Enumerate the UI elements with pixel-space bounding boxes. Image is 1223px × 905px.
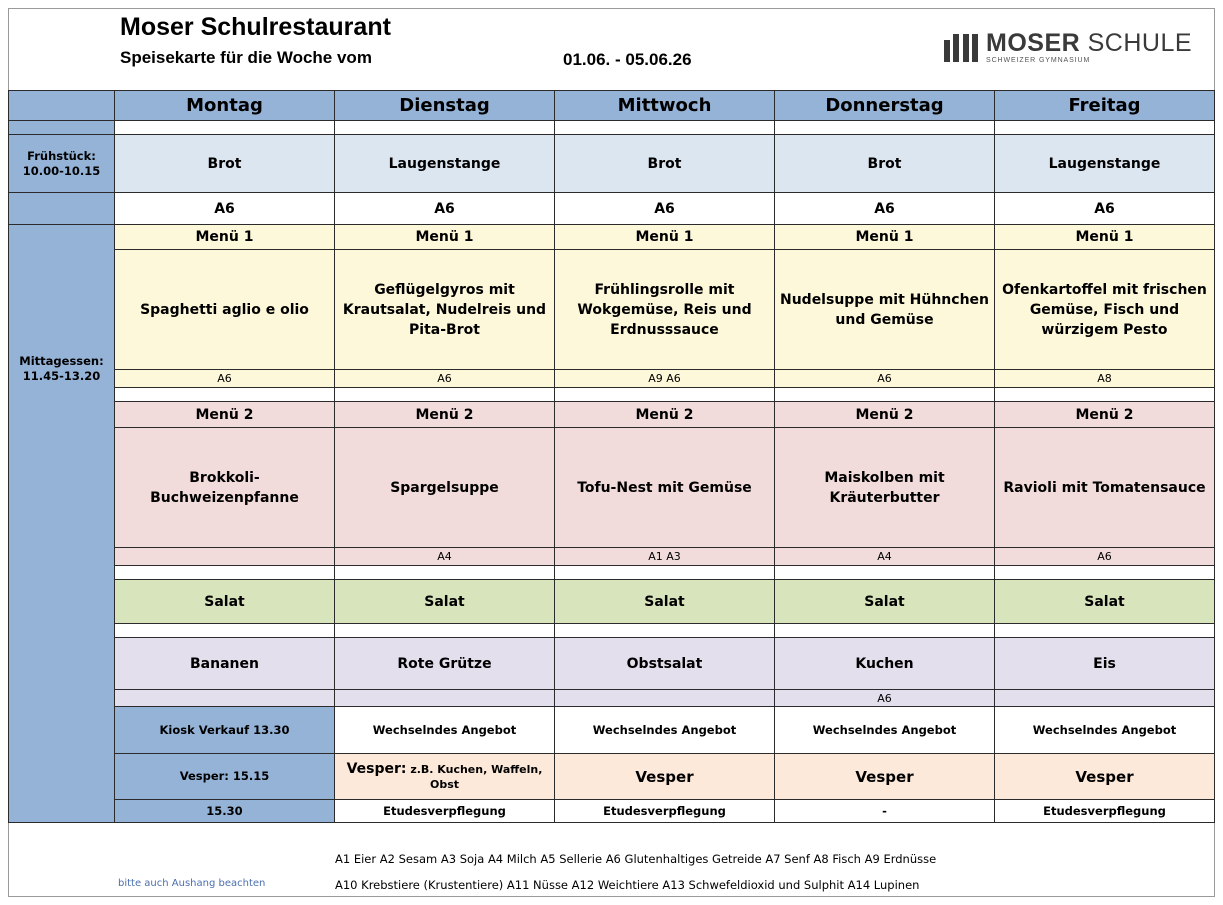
label-cell — [9, 121, 115, 135]
kiosk-item: Wechselndes Angebot — [775, 707, 995, 754]
etudes-item: Etudesverpflegung — [995, 800, 1215, 823]
allergen-code — [335, 690, 555, 707]
menu1-label: Menü 1 — [335, 225, 555, 250]
menu2-row — [9, 428, 1215, 548]
menu2-dish: Tofu-Nest mit Gemüse — [555, 428, 775, 548]
menu2-dish: Maiskolben mit Kräuterbutter — [775, 428, 995, 548]
dessert-row — [9, 638, 1215, 690]
menu1-row — [9, 250, 1215, 370]
salad-item: Salat — [995, 580, 1215, 624]
menu2-label: Menü 2 — [775, 402, 995, 428]
allergen-code: A6 — [335, 370, 555, 388]
logo-wordmark: MOSER SCHULE — [986, 29, 1193, 57]
etudes-label: 15.30 — [115, 800, 335, 823]
dessert-item: Kuchen — [775, 638, 995, 690]
week-dates: 01.06. - 05.06.26 — [563, 50, 692, 69]
etudes-row — [9, 800, 1215, 823]
salad-item: Salat — [115, 580, 335, 624]
menu2-label: Menü 2 — [555, 402, 775, 428]
menu1-label: Menü 1 — [555, 225, 775, 250]
vesper-item: Vesper — [555, 754, 775, 800]
allergen-code: A6 — [995, 548, 1215, 566]
menu2-dish: Ravioli mit Tomatensauce — [995, 428, 1215, 548]
allergen-code — [555, 690, 775, 707]
day-header-row — [9, 91, 1215, 121]
salad-item: Salat — [775, 580, 995, 624]
breakfast-item: Brot — [775, 135, 995, 193]
menu1-dish: Spaghetti aglio e olio — [115, 250, 335, 370]
allergen-code: A1 A3 — [555, 548, 775, 566]
kiosk-row — [9, 707, 1215, 754]
day-header: Donnerstag — [775, 91, 995, 121]
breakfast-item: Laugenstange — [335, 135, 555, 193]
dessert-item: Bananen — [115, 638, 335, 690]
breakfast-row — [9, 135, 1215, 193]
menu1-label: Menü 1 — [775, 225, 995, 250]
menu-table — [8, 90, 1215, 823]
menu2-label: Menü 2 — [115, 402, 335, 428]
vesper-label: Vesper: 15.15 — [115, 754, 335, 800]
allergen-code: A4 — [335, 548, 555, 566]
allergen-code: A9 A6 — [555, 370, 775, 388]
allergen-code: A8 — [995, 370, 1215, 388]
allergen-code: A6 — [555, 193, 775, 225]
breakfast-item: Laugenstange — [995, 135, 1215, 193]
allergen-code: A4 — [775, 548, 995, 566]
allergen-code: A6 — [115, 370, 335, 388]
day-header: Dienstag — [335, 91, 555, 121]
menu1-dish: Frühlingsrolle mit Wokgemüse, Reis und Erdnusssauce — [555, 250, 775, 370]
menu1-label-row — [9, 225, 1215, 250]
allergen-legend-line-1: A1 Eier A2 Sesam A3 Soja A4 Milch A5 Sellerie A6 Glutenhaltiges Getreide A7 Senf A8 Fisch A9 Erdnüsse — [335, 852, 937, 866]
allergen-code: A6 — [775, 370, 995, 388]
menu2-label: Menü 2 — [995, 402, 1215, 428]
menu2-dish: Brokkoli-Buchweizenpfanne — [115, 428, 335, 548]
logo-subtitle: SCHWEIZER GYMNASIUM — [986, 57, 1091, 64]
breakfast-allergen-row — [9, 193, 1215, 225]
menu1-label: Menü 1 — [115, 225, 335, 250]
page-title: Moser Schulrestaurant — [120, 13, 391, 41]
salad-item: Salat — [335, 580, 555, 624]
corner-cell — [9, 91, 115, 121]
dessert-allergen-row — [9, 690, 1215, 707]
logo-mark-icon — [944, 34, 980, 62]
menu1-label: Menü 1 — [995, 225, 1215, 250]
vesper-item: Vesper: z.B. Kuchen, Waffeln, Obst — [335, 754, 555, 800]
allergen-legend-line-2: A10 Krebstiere (Krustentiere) A11 Nüsse A12 Weichtiere A13 Schwefeldioxid und Sulphit A14 Lupinen — [335, 878, 920, 892]
etudes-item: Etudesverpflegung — [555, 800, 775, 823]
menu1-dish: Nudelsuppe mit Hühnchen und Gemüse — [775, 250, 995, 370]
dessert-item: Eis — [995, 638, 1215, 690]
allergen-code: A6 — [775, 690, 995, 707]
etudes-item: - — [775, 800, 995, 823]
etudes-item: Etudesverpflegung — [335, 800, 555, 823]
breakfast-label: Frühstück: 10.00-10.15 — [9, 135, 115, 193]
menu1-dish: Ofenkartoffel mit frischen Gemüse, Fisch und würzigem Pesto — [995, 250, 1215, 370]
day-header: Freitag — [995, 91, 1215, 121]
kiosk-item: Wechselndes Angebot — [335, 707, 555, 754]
kiosk-item: Wechselndes Angebot — [995, 707, 1215, 754]
breakfast-item: Brot — [115, 135, 335, 193]
day-header: Mittwoch — [555, 91, 775, 121]
menu1-allergen-row — [9, 370, 1215, 388]
allergen-code — [115, 690, 335, 707]
menu1-dish: Geflügelgyros mit Krautsalat, Nudelreis und Pita-Brot — [335, 250, 555, 370]
menu2-label-row — [9, 402, 1215, 428]
allergen-code: A6 — [115, 193, 335, 225]
allergen-code: A6 — [775, 193, 995, 225]
header — [8, 8, 1215, 90]
page-subtitle: Speisekarte für die Woche vom — [120, 48, 372, 67]
kiosk-label: Kiosk Verkauf 13.30 — [115, 707, 335, 754]
kiosk-item: Wechselndes Angebot — [555, 707, 775, 754]
menu2-label: Menü 2 — [335, 402, 555, 428]
allergen-code — [115, 548, 335, 566]
notice-note: bitte auch Aushang beachten — [118, 878, 266, 889]
menu2-allergen-row — [9, 548, 1215, 566]
allergen-code: A6 — [995, 193, 1215, 225]
day-header: Montag — [115, 91, 335, 121]
vesper-item: Vesper — [775, 754, 995, 800]
allergen-code — [995, 690, 1215, 707]
breakfast-item: Brot — [555, 135, 775, 193]
menu2-dish: Spargelsuppe — [335, 428, 555, 548]
allergen-code: A6 — [335, 193, 555, 225]
lunch-label: Mittagessen: 11.45-13.20 — [9, 225, 115, 823]
dessert-item: Rote Grütze — [335, 638, 555, 690]
dessert-item: Obstsalat — [555, 638, 775, 690]
vesper-item: Vesper — [995, 754, 1215, 800]
salad-item: Salat — [555, 580, 775, 624]
vesper-row — [9, 754, 1215, 800]
salad-row — [9, 580, 1215, 624]
